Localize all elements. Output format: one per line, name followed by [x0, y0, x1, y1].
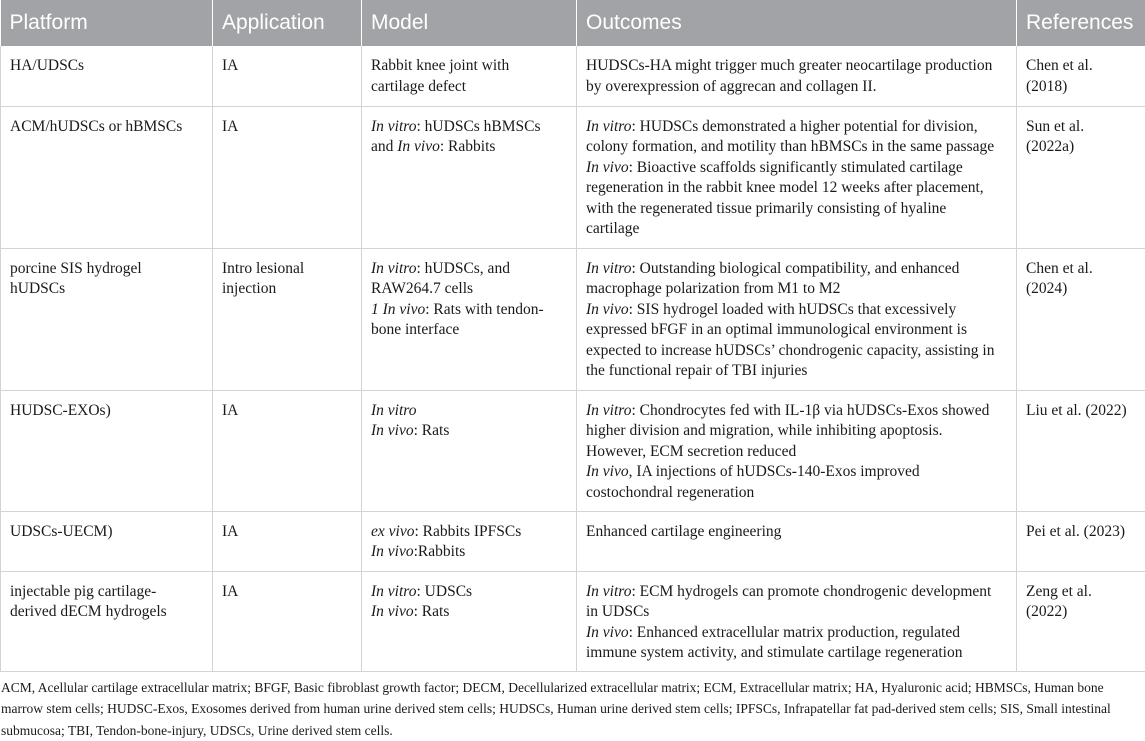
- line-text: expressed bFGF in an optimal immunological environment is: [586, 321, 967, 338]
- header-references: References: [1017, 0, 1145, 46]
- cell-platform-line: derived dECM hydrogels: [10, 602, 203, 623]
- cell-platform: [1, 106, 213, 248]
- line-text: with the regenerated tissue primarily consisting of hyaline: [586, 200, 946, 217]
- cell-references-line: (2024): [1026, 279, 1136, 300]
- table-row: [1, 390, 1145, 511]
- cell-references-line: (2018): [1026, 77, 1136, 98]
- cell-model: [362, 248, 577, 390]
- cell-model-line: [371, 542, 567, 563]
- cell-model: [362, 390, 577, 511]
- cell-outcomes-line: [586, 56, 1007, 77]
- italic-term: In vitro: [586, 118, 632, 135]
- cell-model-line: [397, 138, 495, 155]
- line-text: Rabbit knee joint with: [371, 57, 509, 74]
- cell-platform: [1, 46, 213, 106]
- table-row: [1, 248, 1145, 390]
- italic-term: In vitro: [371, 118, 417, 135]
- header-application: Application: [213, 0, 362, 46]
- line-text: : SIS hydrogel loaded with hUDSCs that excessively: [629, 301, 957, 318]
- header-platform: Platform: [1, 0, 213, 46]
- cell-application-line: Intro lesional: [222, 259, 352, 280]
- cell-outcomes-line: [586, 361, 1007, 382]
- cell-model-line: [371, 279, 567, 300]
- cell-outcomes: [577, 248, 1017, 390]
- italic-term: In vitro: [371, 260, 417, 277]
- cell-references-line: Zeng et al. (2022): [1026, 582, 1136, 623]
- line-text: : Rats: [414, 422, 450, 439]
- cell-references-line: Chen et al.: [1026, 259, 1136, 280]
- line-text: : UDSCs: [417, 583, 473, 600]
- cell-outcomes-line: [586, 158, 1007, 179]
- line-text: macrophage polarization from M1 to M2: [586, 280, 840, 297]
- line-text: costochondral regeneration: [586, 484, 754, 501]
- italic-term: In vitro: [586, 260, 632, 277]
- cell-references: [1017, 46, 1145, 106]
- line-text: higher division and migration, while inhibiting apoptosis.: [586, 422, 942, 439]
- italic-term: ex vivo: [371, 523, 414, 540]
- italic-term: In vivo: [371, 543, 414, 560]
- cell-outcomes: [577, 511, 1017, 571]
- line-text: : ECM hydrogels can promote chondrogenic development: [632, 583, 992, 600]
- cell-platform: [1, 511, 213, 571]
- line-text: :Rabbits: [414, 543, 466, 560]
- line-text: and: [371, 138, 397, 155]
- cell-model: [362, 46, 577, 106]
- italic-term: In vivo: [397, 138, 440, 155]
- cell-application: [213, 390, 362, 511]
- cell-application: [213, 46, 362, 106]
- line-text: : Rabbits IPFSCs: [414, 523, 521, 540]
- cell-outcomes-line: [586, 442, 1007, 463]
- cell-model: [362, 511, 577, 571]
- line-text: , IA injections of hUDSCs-140-Exos improved: [629, 463, 920, 480]
- cell-application-line: IA: [222, 522, 352, 543]
- italic-term: In vitro: [371, 583, 417, 600]
- line-text: : Bioactive scaffolds significantly stimulated cartilage: [629, 159, 963, 176]
- italic-term: In vivo: [371, 422, 414, 439]
- cell-outcomes-line: [586, 259, 1007, 280]
- italic-term: In vivo: [586, 159, 629, 176]
- cell-application-line: injection: [222, 279, 352, 300]
- cell-outcomes-line: [586, 643, 1007, 664]
- line-text: immune system activity, and stimulate cartilage regeneration: [586, 644, 962, 661]
- italic-term: In vitro: [586, 583, 632, 600]
- cell-model-line: [371, 320, 567, 341]
- header-model: Model: [362, 0, 577, 46]
- cell-application-line: IA: [222, 401, 352, 422]
- cell-outcomes-line: [586, 483, 1007, 504]
- cell-model-line: [371, 56, 567, 77]
- cell-model-line: [371, 138, 397, 155]
- cell-application: [213, 511, 362, 571]
- cell-model-line: [371, 117, 567, 138]
- cell-model: [362, 106, 577, 248]
- cell-platform-line: ACM/hUDSCs or hBMSCs: [10, 117, 203, 138]
- cell-model-line: [371, 421, 567, 442]
- line-text: Enhanced cartilage engineering: [586, 523, 781, 540]
- cell-platform: [1, 571, 213, 671]
- cell-references-line: Sun et al. (2022a): [1026, 117, 1136, 158]
- cell-outcomes: [577, 390, 1017, 511]
- line-text: : Rabbits: [440, 138, 496, 155]
- cell-platform-line: UDSCs-UECM): [10, 522, 203, 543]
- cell-model-line: [371, 582, 567, 603]
- cell-outcomes: [577, 106, 1017, 248]
- cell-model-line: [371, 401, 567, 422]
- line-text: regeneration in the rabbit knee model 12 weeks after placement,: [586, 179, 984, 196]
- line-text: cartilage: [586, 220, 639, 237]
- cell-model-line: [371, 300, 567, 321]
- line-text: : Outstanding biological compatibility, and enhanced: [632, 260, 960, 277]
- line-text: : HUDSCs demonstrated a higher potential for division,: [632, 118, 978, 135]
- cell-outcomes-line: [586, 137, 1007, 158]
- italic-term: In vivo: [371, 603, 414, 620]
- cell-platform-line: porcine SIS hydrogel: [10, 259, 203, 280]
- cell-model-line: [371, 522, 567, 543]
- line-text: colony formation, and motility than hBMSCs in the same passage: [586, 138, 994, 155]
- cell-outcomes-line: [586, 421, 1007, 442]
- cell-application: [213, 571, 362, 671]
- header-outcomes: Outcomes: [577, 0, 1017, 46]
- cell-outcomes-line: [586, 623, 1007, 644]
- line-text: : hUDSCs hBMSCs: [417, 118, 541, 135]
- italic-term: In vivo: [586, 624, 629, 641]
- italic-term: In vivo: [586, 463, 629, 480]
- cell-application: [213, 248, 362, 390]
- cell-model: [362, 571, 577, 671]
- line-text: by overexpression of aggrecan and collagen II.: [586, 78, 877, 95]
- line-text: HUDSCs-HA might trigger much greater neocartilage production: [586, 57, 992, 74]
- cell-outcomes-line: [586, 199, 1007, 220]
- table-row: [1, 46, 1145, 106]
- table-row: [1, 511, 1145, 571]
- cell-references: [1017, 390, 1145, 511]
- cell-references-line: Pei et al. (2023): [1026, 522, 1136, 543]
- cell-references-line: Liu et al. (2022): [1026, 401, 1136, 422]
- line-text: the functional repair of TBI injuries: [586, 362, 807, 379]
- cell-outcomes-line: [586, 401, 1007, 422]
- cell-application-line: IA: [222, 582, 352, 603]
- header-row: [1, 0, 1145, 46]
- table-footnote: ACM, Acellular cartilage extracellular matrix; BFGF, Basic fibroblast growth factor; DECM, Decellularized extracellular matrix; ECM, Extracellular matrix; HA, Hyaluronic acid; HBMSCs, Human bone marrow stem cells; HUDSC-Exos, Exosomes derived from human urine derived stem cells; HUDSCs, Human urine derived stem cells; IPFSCs, Infrapatellar fat pad-derived stem cells; SIS, Small intestinal submucosa; TBI, Tendon-bone-injury, UDSCs, Urine derived stem cells.: [0, 672, 1145, 741]
- cell-model-line: [371, 77, 567, 98]
- cell-application: [213, 106, 362, 248]
- cell-platform-line: hUDSCs: [10, 279, 203, 300]
- italic-term: In vitro: [586, 402, 632, 419]
- cell-references: [1017, 248, 1145, 390]
- cell-outcomes: [577, 571, 1017, 671]
- table-row: [1, 106, 1145, 248]
- line-text: cartilage defect: [371, 78, 466, 95]
- cell-platform: [1, 248, 213, 390]
- line-text: bone interface: [371, 321, 459, 338]
- table-body: [1, 46, 1145, 671]
- cell-outcomes-line: [586, 178, 1007, 199]
- cell-platform-line: HUDSC-EXOs): [10, 401, 203, 422]
- line-text: RAW264.7 cells: [371, 280, 473, 297]
- line-text: : Rats with tendon-: [425, 301, 543, 318]
- line-text: : Chondrocytes fed with IL-1β via hUDSCs-Exos showed: [632, 402, 990, 419]
- cell-outcomes-line: [586, 117, 1007, 138]
- cell-references: [1017, 511, 1145, 571]
- cell-platform-line: HA/UDSCs: [10, 56, 203, 77]
- cell-outcomes-line: [586, 602, 1007, 623]
- italic-term: In vitro: [371, 402, 417, 419]
- cell-references: [1017, 571, 1145, 671]
- cell-outcomes-line: [586, 522, 1007, 543]
- cell-outcomes-line: [586, 462, 1007, 483]
- line-text: However, ECM secretion reduced: [586, 443, 796, 460]
- cell-references-line: Chen et al.: [1026, 56, 1136, 77]
- cell-outcomes-line: [586, 219, 1007, 240]
- cell-references: [1017, 106, 1145, 248]
- cell-outcomes-line: [586, 320, 1007, 341]
- table-row: [1, 571, 1145, 671]
- line-text: : Enhanced extracellular matrix production, regulated: [629, 624, 960, 641]
- line-text: expected to increase hUDSCs’ chondrogenic capacity, assisting in: [586, 342, 994, 359]
- cell-outcomes-line: [586, 341, 1007, 362]
- cell-outcomes-line: [586, 582, 1007, 603]
- cell-platform: [1, 390, 213, 511]
- cell-application-line: IA: [222, 117, 352, 138]
- italic-term: 1 In vivo: [371, 301, 425, 318]
- cell-model-line: [371, 259, 567, 280]
- cell-model-line: [371, 602, 567, 623]
- line-text: : Rats: [414, 603, 450, 620]
- cell-outcomes-line: [586, 77, 1007, 98]
- line-text: : hUDSCs, and: [417, 260, 510, 277]
- italic-term: In vivo: [586, 301, 629, 318]
- cell-outcomes: [577, 46, 1017, 106]
- cell-application-line: IA: [222, 56, 352, 77]
- cell-outcomes-line: [586, 279, 1007, 300]
- line-text: in UDSCs: [586, 603, 649, 620]
- table-header: [1, 0, 1145, 46]
- cell-platform-line: injectable pig cartilage-: [10, 582, 203, 603]
- cell-outcomes-line: [586, 300, 1007, 321]
